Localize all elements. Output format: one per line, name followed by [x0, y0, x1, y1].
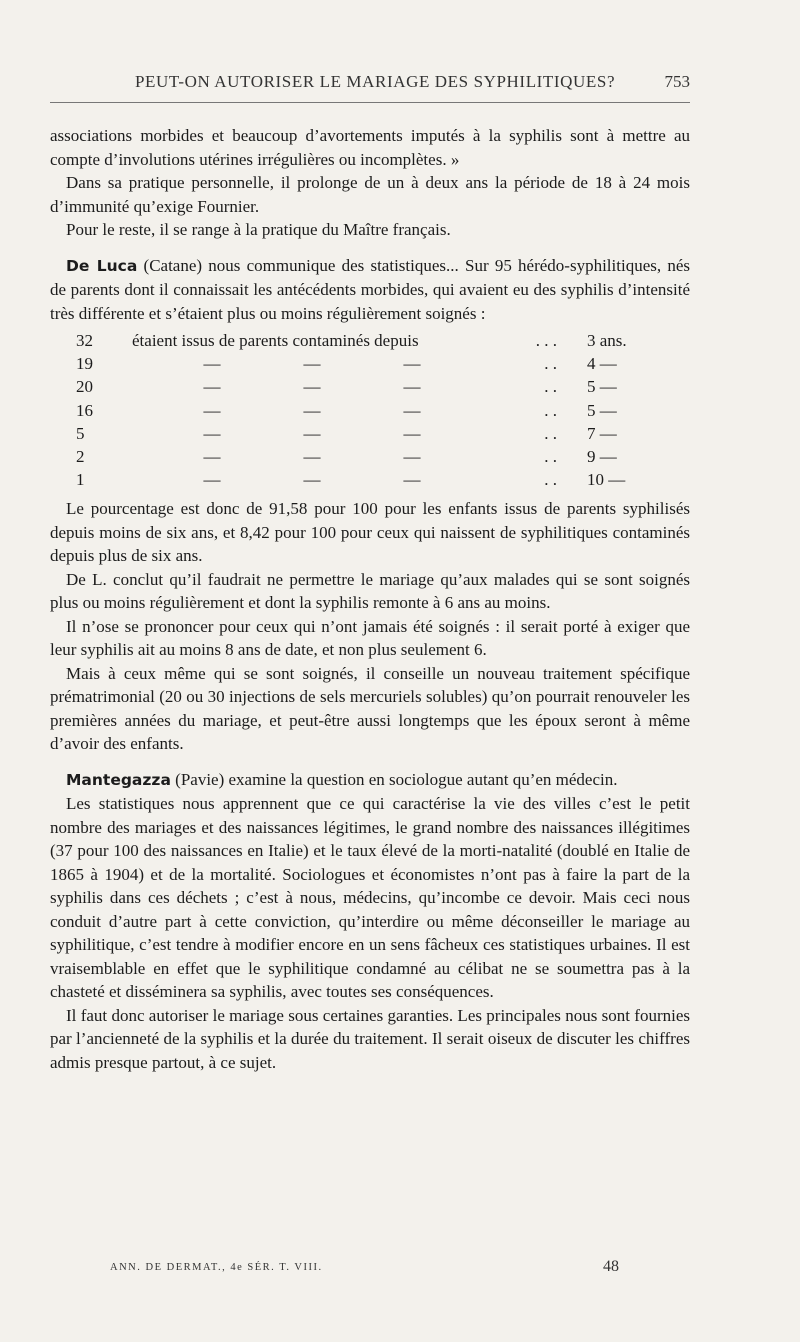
row-leader-dots: . . .: [535, 331, 557, 350]
section-gap: [50, 756, 690, 768]
body-text: [50, 124, 690, 1074]
page-number: 753: [664, 72, 690, 91]
table-row: [76, 445, 647, 468]
ditto-mark: —: [403, 423, 421, 443]
ditto-mark: —: [303, 447, 321, 467]
row-years: 7 —: [587, 423, 617, 443]
table-row: [76, 375, 647, 398]
paragraph-1: associations morbides et beaucoup d’avortements imputés à la syphilis sont à mettre au compte d’involutions utérines irrégulières ou incomplètes. »: [50, 126, 690, 169]
row-ditto-marks: [132, 422, 487, 445]
paragraph-de-luca-text: (Catane) nous communique des statistiques... Sur 95 hérédo-syphilitiques, nés de parents dont il connaissait les antécédents morbides, qui avaient eu des syphilis d’intensité très différente et s’étaient plus ou moins régulièrement soignés :: [50, 255, 690, 323]
ditto-mark: —: [203, 447, 221, 467]
paragraph-3: Pour le reste, il se range à la pratique du Maître français.: [66, 220, 451, 239]
ditto-mark: —: [403, 354, 421, 374]
journal-reference: ANN. DE DERMAT., 4e SÉR. T. VIII.: [110, 1262, 323, 1273]
row-years: 3 ans.: [587, 331, 627, 350]
table-row: [76, 399, 647, 422]
statistics-table: [76, 329, 647, 491]
paragraph-statistics: Les statistiques nous apprennent que ce qui caractérise la vie des villes c’est le petit nombre des mariages et des naissances légitimes, le grand nombre des naissances illégitimes (37 pour 100 des naissances en Italie) et le taux élevé de la morti-natalité (doublé en Italie de 1865 à 1904) et de la mortalité. Sociologues et économistes n’ont pas à faire la part de la syphilis dans ces déchets ; c’est à nous, médecins, qu’incombe ce devoir. Mais ceci nous conduit d’autre part à cette conviction, qu’interdire ou même déconseiller le mariage au syphilitique, c’est tendre à modifier encore en un sens fâcheux ces statistiques urbaines. Il est vraisemblable en effet que le syphilitique condamné au célibat ne se soumettra pas à la chasteté et disséminera sa syphilis, avec toutes ses conséquences.: [50, 794, 690, 1002]
page-footer: [50, 1258, 690, 1282]
ditto-mark: —: [403, 470, 421, 490]
row-years: 5 —: [587, 400, 617, 420]
row-leader-dots: . .: [544, 400, 557, 420]
ditto-mark: —: [203, 470, 221, 490]
ditto-mark: —: [403, 447, 421, 467]
ditto-mark: —: [403, 377, 421, 397]
table-row: [76, 352, 647, 375]
row-ditto-marks: [132, 399, 487, 422]
row-description: étaient issus de parents contaminés depuis: [132, 331, 419, 350]
ditto-mark: —: [303, 423, 321, 443]
ditto-mark: —: [203, 423, 221, 443]
row-count: 32: [76, 331, 93, 350]
paragraph-2: Dans sa pratique personnelle, il prolonge de un à deux ans la période de 18 à 24 mois d’immunité qu’exige Fournier.: [50, 173, 690, 216]
row-years: 10 —: [587, 470, 626, 490]
ditto-mark: —: [203, 354, 221, 374]
table-row: [76, 422, 647, 445]
row-count: 5: [76, 423, 85, 443]
row-years: 5 —: [587, 377, 617, 397]
row-years: 4 —: [587, 354, 617, 374]
row-ditto-marks: [132, 445, 487, 468]
row-leader-dots: . .: [544, 354, 557, 374]
row-years: 9 —: [587, 447, 617, 467]
paragraph-treatment: Mais à ceux même qui se sont soignés, il conseille un nouveau traitement spécifique prématrimonial (20 ou 30 injections de sels mercuriels solubles) qu’on pourrait renouveler les premières années du mariage, et peut-être aussi longtemps que les époux seront à même d’avoir des enfants.: [50, 663, 690, 754]
row-ditto-marks: [132, 352, 487, 375]
section-gap: [50, 242, 690, 254]
paragraph-mantegazza-text: (Pavie) examine la question en sociologue autant qu’en médecin.: [170, 769, 618, 789]
ditto-mark: —: [303, 354, 321, 374]
table-row: [76, 468, 647, 491]
ditto-mark: —: [303, 400, 321, 420]
row-count: 20: [76, 377, 93, 397]
row-count: 19: [76, 354, 93, 374]
row-leader-dots: . .: [544, 377, 557, 397]
ditto-mark: —: [203, 400, 221, 420]
paragraph-mantegazza: [50, 768, 690, 793]
ditto-mark: —: [203, 377, 221, 397]
table-row: [76, 329, 647, 352]
row-leader-dots: . .: [544, 470, 557, 490]
row-count: 16: [76, 400, 93, 420]
paragraph-percentage: Le pourcentage est donc de 91,58 pour 100 pour les enfants issus de parents syphilisés depuis moins de six ans, et 8,42 pour 100 pour ceux qui naissent de syphilitiques contaminés depuis plus de six ans.: [50, 499, 690, 566]
paragraph-untreated: Il n’ose se prononcer pour ceux qui n’ont jamais été soignés : il serait porté à exiger que leur syphilis ait au moins 8 ans de date, et non plus seulement 6.: [50, 616, 690, 660]
row-ditto-marks: [132, 468, 487, 491]
page-header: [50, 72, 690, 103]
paragraph-final: Il faut donc autoriser le mariage sous certaines garanties. Les principales nous sont fournies par l’ancienneté de la syphilis et la durée du traitement. Il serait oiseux de discuter les chiffres admis presque partout, à ce sujet.: [50, 1005, 690, 1072]
ditto-mark: —: [403, 400, 421, 420]
row-ditto-marks: [132, 375, 487, 398]
signature-mark: 48: [603, 1258, 619, 1275]
author-name-de-luca: De Luca: [66, 256, 138, 275]
ditto-mark: —: [303, 377, 321, 397]
paragraph-conclusion: De L. conclut qu’il faudrait ne permettre le mariage qu’aux malades qui se sont soignés plus ou moins régulièrement et dont la syphilis remonte à 6 ans au moins.: [50, 569, 690, 613]
ditto-mark: —: [303, 470, 321, 490]
row-leader-dots: . .: [544, 423, 557, 443]
row-count: 1: [76, 470, 85, 490]
author-name-mantegazza: Mantegazza: [66, 770, 171, 789]
paragraph-de-luca: [50, 254, 690, 326]
row-count: 2: [76, 447, 85, 467]
running-title: PEUT-ON AUTORISER LE MARIAGE DES SYPHILITIQUES?: [135, 72, 616, 91]
row-leader-dots: . .: [544, 447, 557, 467]
